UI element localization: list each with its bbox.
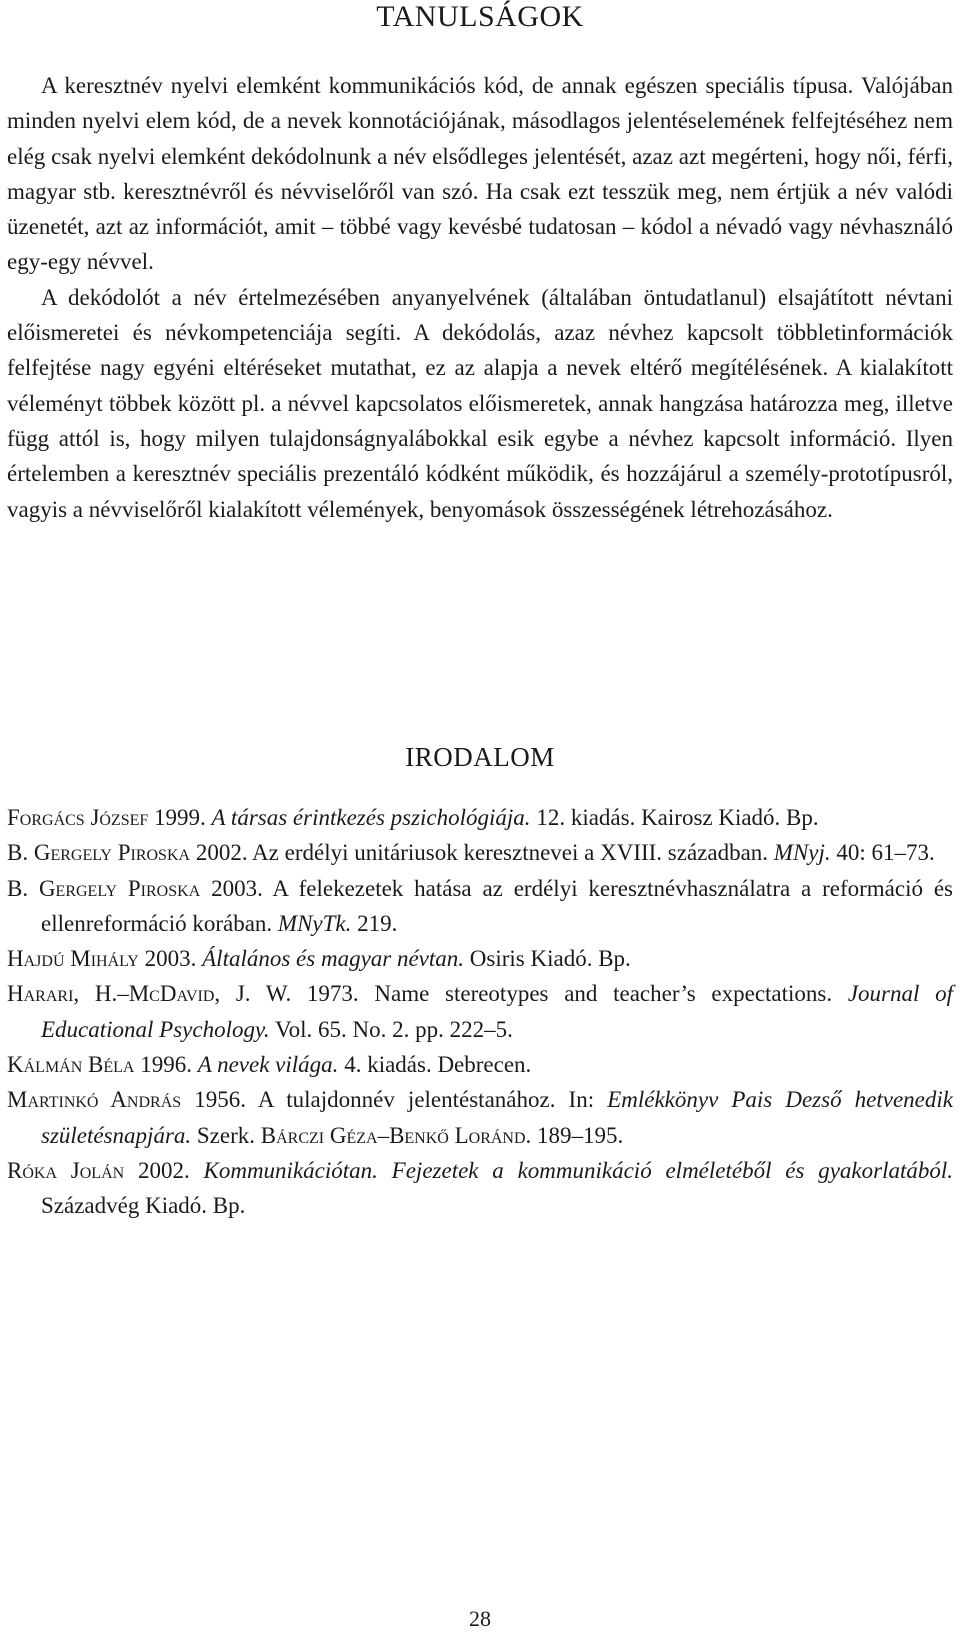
reference-author: Gergely Piroska xyxy=(33,840,191,866)
reference-title: Journal of Educational Psychology. xyxy=(41,981,953,1042)
reference-text: 2003. A felekezetek hatása az erdélyi keresztnévhasználatra a reformáció és ellenreformáció korában. xyxy=(41,875,953,936)
reference-title: Emlékkönyv Pais Dezső hetvenedik születésnapjára. xyxy=(41,1087,953,1148)
reference-text: 40: 61–73. xyxy=(830,840,935,866)
reference-author: Harari, H.–McDavid, J. W. xyxy=(7,981,292,1007)
reference-text: 2002. Az erdélyi unitáriusok keresztnevei a XVIII. században. xyxy=(190,840,774,866)
reference-item xyxy=(7,1153,953,1224)
reference-list xyxy=(7,800,953,1224)
reference-text: 12. kiadás. Kairosz Kiadó. Bp. xyxy=(530,805,819,830)
reference-title: MNyTk. xyxy=(277,910,352,936)
reference-title: Általános és magyar névtan. xyxy=(202,946,465,972)
reference-title: Kommunikációtan. Fejezetek a kommunikáció elméletéből és gyakorlatából. xyxy=(203,1157,953,1183)
reference-author: Kálmán Béla xyxy=(7,1052,135,1078)
reference-author: Gergely Piroska xyxy=(38,875,201,901)
reference-text: 1973. Name stereotypes and teacher’s expectations. xyxy=(291,981,848,1007)
reference-title: MNyj. xyxy=(773,840,831,866)
reference-text: Vol. 65. No. 2. pp. 222–5. xyxy=(269,1016,513,1042)
reference-author: Forgács József xyxy=(7,805,149,830)
reference-text: . 189–195. xyxy=(525,1122,624,1148)
reference-text: 2003. xyxy=(138,946,203,972)
reference-text: 219. xyxy=(351,910,398,936)
reference-item xyxy=(7,835,953,870)
reference-text: 4. kiadás. Debrecen. xyxy=(338,1052,532,1078)
reference-text: 1996. xyxy=(134,1052,198,1078)
reference-item xyxy=(7,800,953,835)
reference-text: Századvég Kiadó. Bp. xyxy=(41,1193,246,1219)
reference-item xyxy=(7,1082,953,1153)
paragraph: A dekódolót a név értelmezésében anyanyelvének (általában öntudatlanul) elsajátított névtani előismeretei és névkompetenciája segíti. A dekódolás, azaz névhez kapcsolt többletinformációk felfejtése nagy egyéni eltéréseket mutathat, ez az alapja a nevek eltérő megítélésének. A kialakított véleményt többek között pl. a névvel kapcsolatos előismeretek, annak hangzása határozza meg, illetve függ attól is, hogy milyen tulajdonságnyalábokkal esik egybe a névhez kapcsolt információ. Ilyen értelemben a keresztnév speciális prezentáló kódként működik, és hozzájárul a személy-prototípusról, vagyis a névviselőről kialakított vélemények, benyomások összességének létrehozásához. xyxy=(7,284,953,522)
reference-author-prefix: B. xyxy=(7,875,39,901)
page-number: 28 xyxy=(469,1606,491,1631)
reference-text: 2002. xyxy=(124,1157,204,1183)
reference-title: A társas érintkezés pszichológiája. xyxy=(211,805,531,830)
reference-item xyxy=(7,976,953,1047)
reference-author: Róka Jolán xyxy=(7,1157,125,1183)
reference-item xyxy=(7,1047,953,1082)
reference-text: 1956. A tulajdonnév jelentéstanához. In: xyxy=(181,1087,608,1113)
section-heading-irodalom: IRODALOM xyxy=(405,742,555,772)
reference-title: A nevek világa. xyxy=(197,1052,339,1078)
reference-text: Osiris Kiadó. Bp. xyxy=(464,946,631,972)
reference-author-prefix: B. xyxy=(7,840,34,866)
reference-item xyxy=(7,871,953,942)
section-heading-tanulsagok: TANULSÁGOK xyxy=(376,0,584,33)
section-body-tanulsagok xyxy=(7,68,953,527)
reference-editors: Bárczi Géza–Benkő Loránd xyxy=(260,1122,526,1148)
paragraph: A keresztnév nyelvi elemként kommunikációs kód, de annak egészen speciális típusa. Valójában minden nyelvi elem kód, de a nevek konnotációjának, másodlagos jelentéselemének felfejtéséhez nem elég csak nyelvi elemként dekódolnunk a név elsődleges jelentését, azaz azt megérteni, hogy női, férfi, magyar stb. keresztnévről és névviselőről van szó. Ha csak ezt tesszük meg, nem értjük a név valódi üzenetét, azt az információt, amit – többé vagy kevésbé tudatosan – kódol a névadó vagy névhasználó egy-egy névvel. xyxy=(7,73,953,275)
reference-author: Martinkó András xyxy=(7,1087,182,1113)
reference-text: Szerk. xyxy=(191,1122,261,1148)
reference-author: Hajdú Mihály xyxy=(7,946,139,972)
reference-item xyxy=(7,941,953,976)
reference-text: 1999. xyxy=(148,805,212,830)
